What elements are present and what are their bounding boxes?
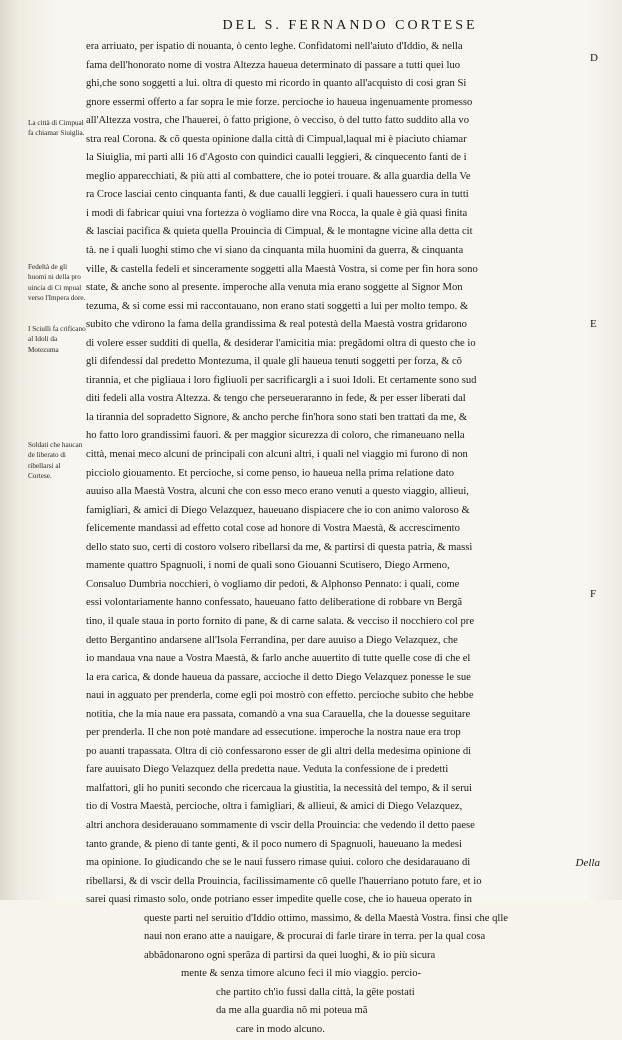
- text-line: i modi di fabricar quiui vna fortezza ò vogliamo dire vna Rocca, la quale è già quasi finita: [86, 207, 468, 219]
- text-line: di volere esser sudditi di quella, & desiderar l'amicitia mia: pregãdomi oltra di questo che io: [86, 337, 476, 349]
- text-line: subito che vdirono la fama della grandissima & real potestà della Maestà vostra gridarono: [86, 319, 467, 331]
- text-line: che partito ch'io fussi dalla città, la gẽte postati: [216, 986, 415, 998]
- text-line: io mandaua vna naue a Vostra Maestà, & farlo anche auuertito di tutte quelle cose di che el: [86, 653, 471, 665]
- text-line: fama dell'honorato nome di vostra Altezza haueua determinato di passare a tutti quei luo: [86, 59, 461, 71]
- text-line: gli difendessi dal predetto Montezuma, il quale gli haueua tenuti soggetti per forza, & cõ: [86, 356, 462, 368]
- text-line: tio di Vostra Maestà, percioche, oltra i famigliari, & allieui, & amici di Diego Velazquez,: [86, 801, 463, 813]
- text-line: sarei quasi rimasto solo, onde potriano esser impedite quelle cose, che io haueua operato in: [86, 894, 472, 906]
- text-line: picciolo giouamento. Et percioche, si come penso, io haueua nella prima relatione dato: [86, 467, 455, 479]
- text-line: ma opinione. Io giudicando che se le naui fussero rimase quiui. coloro che desidarauano di: [86, 857, 471, 869]
- text-line: mamente quattro Spagnuoli, i nomi de quali sono Giouanni Scutisero, Diego Armeno,: [86, 560, 450, 572]
- margin-letter-e: E: [590, 318, 597, 330]
- main-text: [86, 38, 596, 1040]
- text-line: dello stato suo, certi di costoro volsero ribellarsi da me, & partirsi di questa patria, & massi: [86, 541, 473, 553]
- text-line: detto Bergantino andarsene all'Isola Ferrandina, per dare auuiso a Diego Velazquez, che: [86, 634, 458, 646]
- text-line: tino, il quale staua in porto fornito di pane, & di carne salata. & vecciso il nocchiero col pre: [86, 615, 475, 627]
- catchword: Della: [575, 857, 600, 869]
- text-line: famigliari, & amici di Diego Velazquez, haueuano dispiacere che io con animo valoroso &: [86, 504, 470, 516]
- text-line: per prenderla. Il che non potè mandare ad essecutione. imperoche la nostra naue era trop: [86, 727, 461, 739]
- text-line: ville, & castella fedeli et sinceramente soggetti alla Maestà Vostra, si come per fin hora sono: [86, 263, 478, 275]
- text-line: auuiso alla Maestà Vostra, alcuni che con esso meco erano venuti a questo viaggio, allieui,: [86, 486, 469, 498]
- text-line: la tirannia del sopradetto Signore, & ancho perche fin'hora sono stati ben trattati da me, &: [86, 411, 468, 423]
- text-line: diti fedeli alla vostra Altezza. & tengo che perseueraranno in fede, & per esser liberati dal: [86, 393, 466, 405]
- text-line: ghi,che sono soggetti a lui. oltra di questo mi ricordo in quanto all'acquisto di cosi gran Si: [86, 78, 467, 90]
- sidenote-soldati: Soldati che haucan de liberato di ribellarsi al Cortese.: [28, 441, 83, 481]
- text-line: da me alla guardia nõ mi poteua mã: [216, 1005, 368, 1017]
- text-line: la era carica, & donde haueua da passare, accioche il detto Diego Velazquez ponesse le sue: [86, 671, 471, 683]
- text-line: città, menai meco alcuni de principali con alcuni altri, i quali nel viaggio mi furono di non: [86, 449, 468, 461]
- text-line: ra Croce lasciai cento cinquanta fanti, & due caualli leggieri. i quali hauessero cura in tutti: [86, 189, 469, 201]
- text-line: tirannia, et che pigliaua i loro figliuoli per sacrificargli a i suoi Idoli. Et certamente sono sud: [86, 374, 477, 386]
- text-line: & lasciai pacifica & quieta quella Prouincia di Cimpual, & le montagne vicine alla detta cit: [86, 226, 473, 238]
- text-line: mente & senza timore alcuno feci il mio viaggio. percio-: [181, 968, 422, 980]
- text-line: stra real Corona. & cõ questa opinione dalla città di Cimpual,laqual mi è piaciuto chiamar: [86, 133, 467, 145]
- text-line: all'Altezza vostra, che l'hauerei, ò fatto prigione, ò vecciso, ò del tutto fatto suddito alla vo: [86, 115, 470, 127]
- text-line: naui non erano atte a nauigare, & procurai di farle tirare in terra. per la qual cosa: [144, 931, 486, 943]
- text-line: tanto grande, & pieno di tante genti, & il poco numero di Spagnuoli, haueuano la medesi: [86, 838, 462, 850]
- text-line: naui in agguato per prenderla, come egli poi mostrò con effetto. percioche subito che hebbe: [86, 690, 474, 702]
- text-line: Consaluo Dumbria nocchieri, ò vogliamo dir pedoti, & Alphonso Pennato: i quali, come: [86, 578, 460, 590]
- text-line: queste parti nel seruitio d'Iddio ottimo, massimo, & della Maestà Vostra. finsi che qlle: [144, 912, 508, 924]
- text-line: po auanti trapassata. Oltra di ciò confessarono esser de gli altri della medesima opinione di: [86, 745, 472, 757]
- text-line: tà. ne i quali luoghi stimo che vi siano da cinquanta mila huomini da guerra, & cinquanta: [86, 245, 464, 257]
- margin-letter-f: F: [590, 588, 597, 600]
- text-line: era arriuato, per ispatio di nouanta, ò cento leghe. Confidatomi nell'aiuto d'Iddio, & nella: [86, 41, 463, 52]
- sidenote-cimpual: La città di Cimpual fa chiamar Siuiglia.: [28, 119, 85, 138]
- sidenote-fedelta: Fedeltà de gli huomi ni della pro uincia di Ci mpual verso l'Impera dore.: [28, 263, 86, 303]
- text-line: care in modo alcuno.: [236, 1023, 325, 1035]
- text-line: ribellarsi, & di vscir della Prouincia, facilissimamente cõ quelle l'hauerriano potuto fare, et io: [86, 875, 482, 887]
- text-line: abbãdonarono ogni sperãza di partirsi da quei luoghi, & io più sicura: [144, 949, 436, 961]
- text-line: tezuma, & si come essi mi raccontauano, non erano stati soggetti a lui per molto tempo. &: [86, 300, 469, 312]
- text-line: altri anchora desiderauano sommamente di vscir della Prouincia: che vedendo il detto paese: [86, 819, 475, 831]
- text-line: ho fatto loro grandissimi fauori. & per maggior sicurezza di coloro, che rimaneuano nella: [86, 430, 465, 442]
- running-header: DEL S. FERNANDO CORTESE: [222, 18, 478, 33]
- text-line: felicemente mandassi ad effetto cotal cose ad honore di Vostra Maestà, & accrescimento: [86, 523, 460, 535]
- text-line: fare auuisato Diego Velazquez della predetta naue. Veduta la confessione de i predetti: [86, 764, 449, 776]
- text-line: malfattori, gli ho puniti secondo che ricercaua la giustitia, la necessità del tempo, & il serui: [86, 782, 472, 794]
- text-line: notitia, che la mia naue era passata, comandò a vna sua Carauella, che la douesse seguitare: [86, 708, 471, 720]
- text-line: essi volontariamente hanno confessato, haueuano fatto deliberatione di robbare vn Bergã: [86, 597, 463, 609]
- text-line: gnore essermi offerto a far sopra le mie forze. percioche io haueua ingenuamente promesso: [86, 96, 473, 108]
- sidenote-sciulli: I Sciulli fa crificano al Idoli da Motezuma: [28, 325, 86, 354]
- text-line: la Siuiglia, mi parti alli 16 d'Agosto con quindici caualli leggieri, & cinquecento fanti de i: [86, 152, 467, 164]
- margin-letter-d: D: [590, 52, 598, 64]
- text-line: meglio apparecchiati, & più atti al combattere, che io potei trouare. & alla guardia della Ve: [86, 170, 471, 182]
- text-line: state, & anche sono al presente. imperoche alla venuta mia erano soggette al Signor Mon: [86, 282, 463, 294]
